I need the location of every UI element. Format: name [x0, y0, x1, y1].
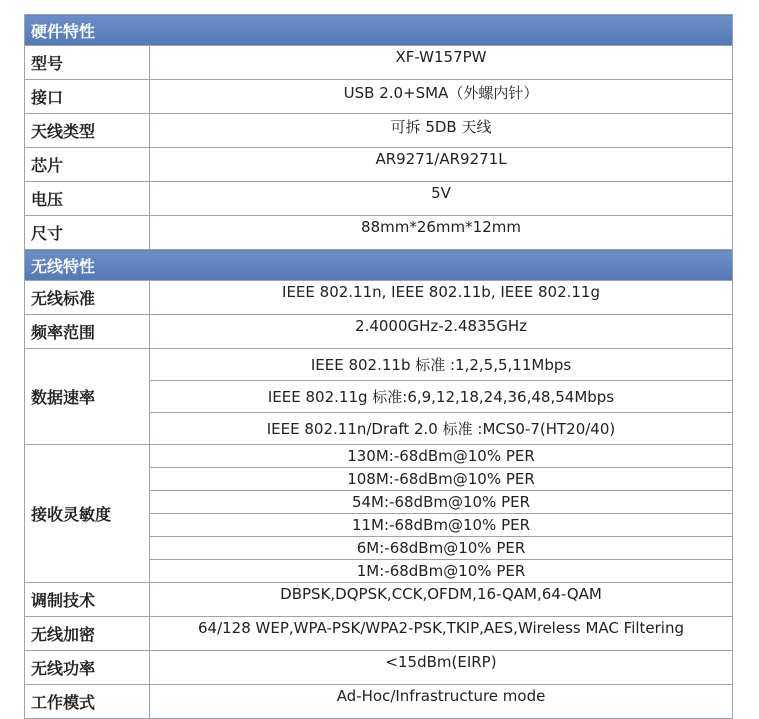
spec-value: 88mm*26mm*12mm	[150, 216, 733, 250]
spec-label: 芯片	[25, 148, 150, 182]
spec-value: AR9271/AR9271L	[150, 148, 733, 182]
spec-value: DBPSK,DQPSK,CCK,OFDM,16-QAM,64-QAM	[150, 583, 733, 617]
section-header-hardware	[25, 15, 733, 46]
section-header-wireless	[25, 250, 733, 281]
spec-row-model	[25, 46, 733, 80]
spec-value: IEEE 802.11n, IEEE 802.11b, IEEE 802.11g	[150, 281, 733, 315]
spec-value: 108M:-68dBm@10% PER	[150, 468, 733, 491]
spec-row-chip	[25, 148, 733, 182]
spec-value: IEEE 802.11n/Draft 2.0 标准 :MCS0-7(HT20/40)	[150, 413, 733, 445]
spec-value: 11M:-68dBm@10% PER	[150, 514, 733, 537]
spec-label: 无线标准	[25, 281, 150, 315]
spec-table	[24, 14, 733, 719]
spec-row-antenna	[25, 114, 733, 148]
spec-row-frequency	[25, 315, 733, 349]
spec-label: 型号	[25, 46, 150, 80]
spec-label: 接收灵敏度	[25, 445, 150, 583]
spec-value: 1M:-68dBm@10% PER	[150, 560, 733, 583]
spec-label: 电压	[25, 182, 150, 216]
spec-label: 数据速率	[25, 349, 150, 445]
spec-row-sensitivity	[25, 445, 733, 468]
spec-label: 工作模式	[25, 685, 150, 719]
spec-label: 接口	[25, 80, 150, 114]
spec-row-encryption	[25, 617, 733, 651]
spec-value: 5V	[150, 182, 733, 216]
spec-label: 天线类型	[25, 114, 150, 148]
spec-value: 6M:-68dBm@10% PER	[150, 537, 733, 560]
spec-row-interface	[25, 80, 733, 114]
spec-row-modulation	[25, 583, 733, 617]
spec-label: 调制技术	[25, 583, 150, 617]
spec-value: 64/128 WEP,WPA-PSK/WPA2-PSK,TKIP,AES,Wireless MAC Filtering	[150, 617, 733, 651]
spec-row-voltage	[25, 182, 733, 216]
spec-value: XF-W157PW	[150, 46, 733, 80]
spec-value: 130M:-68dBm@10% PER	[150, 445, 733, 468]
spec-value: 2.4000GHz-2.4835GHz	[150, 315, 733, 349]
spec-row-size	[25, 216, 733, 250]
spec-row-data-rate	[25, 349, 733, 381]
spec-value: <15dBm(EIRP)	[150, 651, 733, 685]
spec-row-mode	[25, 685, 733, 719]
spec-value: USB 2.0+SMA（外螺内针）	[150, 80, 733, 114]
spec-value: IEEE 802.11g 标准:6,9,12,18,24,36,48,54Mbps	[150, 381, 733, 413]
section-title: 硬件特性	[25, 15, 733, 46]
spec-label: 无线加密	[25, 617, 150, 651]
spec-row-standard	[25, 281, 733, 315]
spec-label: 频率范围	[25, 315, 150, 349]
spec-value: Ad-Hoc/Infrastructure mode	[150, 685, 733, 719]
spec-value: 可拆 5DB 天线	[150, 114, 733, 148]
section-title: 无线特性	[25, 250, 733, 281]
spec-row-power	[25, 651, 733, 685]
spec-value: 54M:-68dBm@10% PER	[150, 491, 733, 514]
spec-label: 无线功率	[25, 651, 150, 685]
spec-label: 尺寸	[25, 216, 150, 250]
spec-value: IEEE 802.11b 标准 :1,2,5,5,11Mbps	[150, 349, 733, 381]
